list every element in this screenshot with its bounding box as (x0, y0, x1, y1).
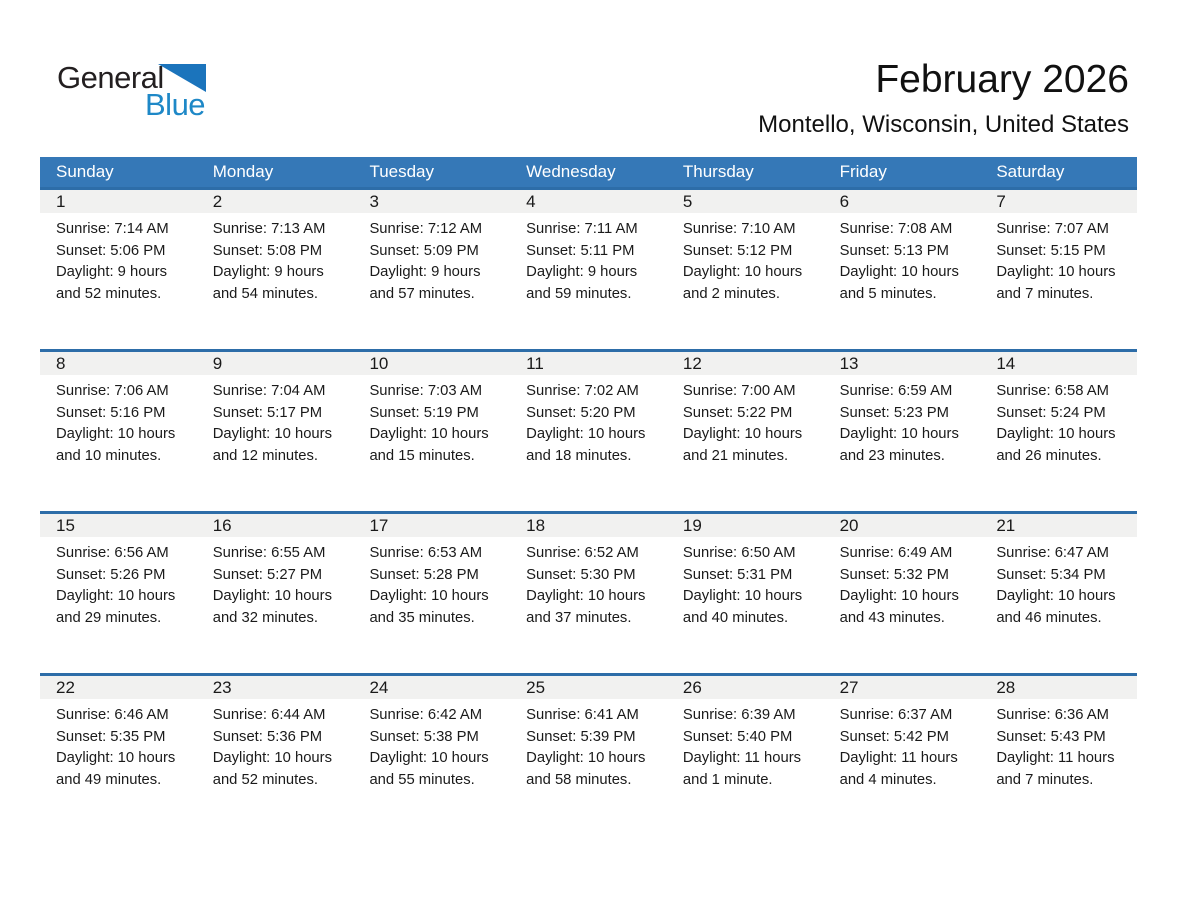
calendar-day-cell (980, 543, 1137, 629)
daylight-hours-text: Daylight: 10 hours (212, 588, 332, 605)
sunset-text: Sunset: 5:13 PM (839, 242, 949, 259)
day-number: 26 (682, 678, 702, 697)
day-number: 21 (996, 516, 1016, 535)
sunrise-text: Sunrise: 6:44 AM (212, 707, 326, 723)
sunrise-text: Sunrise: 6:49 AM (839, 545, 953, 561)
day-number: 28 (996, 678, 1016, 697)
day-number: 2 (212, 192, 223, 211)
sunset-text: Sunset: 5:11 PM (526, 242, 635, 259)
daylight-minutes-text: and 52 minutes. (56, 285, 162, 302)
day-number: 8 (56, 354, 66, 373)
sunrise-text: Sunrise: 6:37 AM (839, 707, 953, 723)
calendar-day-cell (980, 705, 1137, 791)
sunset-text: Sunset: 5:30 PM (526, 566, 636, 583)
sunset-text: Sunset: 5:26 PM (56, 566, 166, 583)
month-title: February 2026 (875, 58, 1129, 101)
day-number: 23 (212, 678, 232, 697)
sunset-text: Sunset: 5:19 PM (369, 404, 479, 421)
sunrise-text: Sunrise: 6:56 AM (56, 545, 169, 561)
daylight-hours-text: Daylight: 10 hours (56, 426, 176, 443)
calendar-day-cell (824, 219, 981, 305)
weekday-label: Wednesday (526, 162, 616, 181)
day-number: 18 (526, 516, 546, 535)
daylight-minutes-text: and 59 minutes. (526, 285, 632, 302)
sunrise-text: Sunrise: 7:02 AM (526, 383, 639, 399)
calendar-day-cell (667, 705, 824, 791)
sunrise-text: Sunrise: 6:53 AM (369, 545, 483, 561)
daylight-hours-text: Daylight: 10 hours (526, 426, 646, 443)
day-number: 19 (682, 516, 702, 535)
sunrise-text: Sunrise: 6:52 AM (526, 545, 639, 561)
daylight-hours-text: Daylight: 10 hours (56, 750, 176, 767)
calendar-day-cell (824, 705, 981, 791)
day-number: 15 (56, 516, 75, 535)
daylight-minutes-text: and 37 minutes. (526, 609, 632, 626)
calendar-day-cell (40, 543, 197, 629)
day-number: 17 (369, 516, 389, 535)
daylight-hours-text: Daylight: 10 hours (682, 588, 803, 605)
day-details-row (40, 213, 1137, 305)
daylight-minutes-text: and 2 minutes. (682, 285, 780, 302)
day-details-row (40, 375, 1137, 467)
daylight-minutes-text: and 10 minutes. (56, 447, 162, 464)
calendar-week-row (40, 673, 1137, 835)
location-subtitle: Montello, Wisconsin, United States (758, 111, 1129, 138)
sunset-text: Sunset: 5:32 PM (839, 566, 949, 583)
sunrise-text: Sunrise: 6:50 AM (682, 545, 796, 561)
calendar-day-cell (667, 381, 824, 467)
daylight-hours-text: Daylight: 11 hours (682, 750, 802, 767)
sunrise-text: Sunrise: 6:42 AM (369, 707, 483, 723)
sunset-text: Sunset: 5:35 PM (56, 728, 166, 745)
weekday-label: Thursday (682, 162, 754, 181)
calendar-week-row (40, 511, 1137, 673)
calendar-day-cell (197, 381, 354, 467)
daylight-hours-text: Daylight: 9 hours (56, 264, 168, 281)
daylight-hours-text: Daylight: 10 hours (526, 750, 646, 767)
daylight-hours-text: Daylight: 10 hours (996, 264, 1116, 281)
daylight-minutes-text: and 58 minutes. (526, 771, 632, 788)
day-number: 22 (56, 678, 75, 697)
daylight-minutes-text: and 5 minutes. (839, 285, 937, 302)
daylight-hours-text: Daylight: 9 hours (526, 264, 638, 281)
calendar-day-cell (980, 381, 1137, 467)
general-blue-logo (57, 62, 277, 132)
sunrise-text: Sunrise: 6:36 AM (996, 707, 1109, 723)
calendar-day-cell (667, 543, 824, 629)
day-details-row (40, 537, 1137, 629)
weekday-label: Tuesday (369, 162, 435, 181)
sunset-text: Sunset: 5:20 PM (526, 404, 636, 421)
sunrise-text: Sunrise: 7:04 AM (212, 383, 326, 399)
day-number: 20 (839, 516, 859, 535)
sunset-text: Sunset: 5:15 PM (996, 242, 1106, 259)
sunrise-text: Sunrise: 6:55 AM (212, 545, 326, 561)
calendar-day-cell (40, 219, 197, 305)
sunrise-text: Sunrise: 6:47 AM (996, 545, 1109, 561)
sunrise-text: Sunrise: 7:08 AM (839, 221, 953, 237)
calendar-day-cell (40, 381, 197, 467)
daylight-minutes-text: and 52 minutes. (212, 771, 319, 788)
calendar-day-cell (353, 381, 510, 467)
daylight-minutes-text: and 23 minutes. (839, 447, 945, 464)
day-number-band (40, 190, 1137, 213)
calendar-day-cell (510, 705, 667, 791)
daylight-hours-text: Daylight: 9 hours (369, 264, 481, 281)
day-number: 9 (212, 354, 223, 373)
day-number: 14 (996, 354, 1016, 373)
daylight-hours-text: Daylight: 10 hours (682, 264, 803, 281)
daylight-hours-text: Daylight: 10 hours (996, 588, 1116, 605)
calendar-day-cell (510, 543, 667, 629)
calendar-day-cell (824, 381, 981, 467)
day-number: 25 (526, 678, 546, 697)
calendar-day-cell (510, 381, 667, 467)
calendar-day-cell (353, 219, 510, 305)
calendar-day-cell (197, 543, 354, 629)
calendar-day-cell (197, 705, 354, 791)
sunset-text: Sunset: 5:38 PM (369, 728, 479, 745)
daylight-hours-text: Daylight: 10 hours (839, 264, 959, 281)
calendar-week-row (40, 187, 1137, 349)
day-number: 3 (369, 192, 379, 211)
sunrise-text: Sunrise: 6:41 AM (526, 707, 639, 723)
sunset-text: Sunset: 5:43 PM (996, 728, 1106, 745)
daylight-hours-text: Daylight: 10 hours (839, 426, 959, 443)
sunrise-text: Sunrise: 7:10 AM (682, 221, 796, 237)
daylight-hours-text: Daylight: 10 hours (369, 750, 489, 767)
sunrise-text: Sunrise: 7:03 AM (369, 383, 483, 399)
calendar-weeks (40, 187, 1137, 835)
daylight-minutes-text: and 46 minutes. (996, 609, 1102, 626)
sunrise-text: Sunrise: 7:13 AM (212, 221, 326, 237)
day-number: 7 (996, 192, 1006, 211)
daylight-minutes-text: and 21 minutes. (682, 447, 789, 464)
daylight-minutes-text: and 7 minutes. (996, 771, 1094, 788)
sunset-text: Sunset: 5:08 PM (212, 242, 323, 259)
calendar-day-cell (353, 543, 510, 629)
day-number-band (40, 676, 1137, 699)
logo-text-blue: Blue (145, 87, 206, 122)
sunset-text: Sunset: 5:12 PM (682, 242, 793, 259)
day-number: 27 (839, 678, 859, 697)
daylight-minutes-text: and 49 minutes. (56, 771, 162, 788)
title-block (758, 57, 1129, 139)
weekday-header-row (40, 157, 1137, 187)
sunrise-text: Sunrise: 7:12 AM (369, 221, 483, 237)
logo-text-general: General (57, 60, 164, 95)
weekday-label: Monday (212, 162, 274, 181)
daylight-minutes-text: and 18 minutes. (526, 447, 632, 464)
calendar-day-cell (353, 705, 510, 791)
sunset-text: Sunset: 5:40 PM (682, 728, 793, 745)
sunrise-text: Sunrise: 7:14 AM (56, 221, 169, 237)
weekday-label: Friday (839, 162, 887, 181)
day-number: 16 (212, 516, 232, 535)
daylight-minutes-text: and 7 minutes. (996, 285, 1094, 302)
sunrise-text: Sunrise: 6:59 AM (839, 383, 953, 399)
daylight-hours-text: Daylight: 9 hours (212, 264, 324, 281)
day-number-band (40, 352, 1137, 375)
calendar-day-cell (980, 219, 1137, 305)
calendar-day-cell (667, 219, 824, 305)
sunset-text: Sunset: 5:24 PM (996, 404, 1106, 421)
daylight-hours-text: Daylight: 10 hours (369, 426, 489, 443)
daylight-minutes-text: and 54 minutes. (212, 285, 319, 302)
weekday-label: Saturday (996, 162, 1065, 181)
sunrise-text: Sunrise: 6:39 AM (682, 707, 796, 723)
sunset-text: Sunset: 5:36 PM (212, 728, 323, 745)
weekday-label: Sunday (56, 162, 114, 181)
daylight-minutes-text: and 1 minute. (682, 771, 773, 788)
day-number: 6 (839, 192, 850, 211)
sunset-text: Sunset: 5:06 PM (56, 242, 166, 259)
calendar-week-row (40, 349, 1137, 511)
daylight-hours-text: Daylight: 11 hours (839, 750, 958, 767)
daylight-minutes-text: and 4 minutes. (839, 771, 937, 788)
daylight-hours-text: Daylight: 10 hours (212, 750, 332, 767)
calendar-table (40, 157, 1137, 835)
sunset-text: Sunset: 5:23 PM (839, 404, 949, 421)
sunset-text: Sunset: 5:42 PM (839, 728, 949, 745)
daylight-minutes-text: and 12 minutes. (212, 447, 319, 464)
daylight-minutes-text: and 26 minutes. (996, 447, 1102, 464)
daylight-hours-text: Daylight: 10 hours (56, 588, 176, 605)
daylight-hours-text: Daylight: 11 hours (996, 750, 1115, 767)
daylight-minutes-text: and 29 minutes. (56, 609, 162, 626)
day-number: 4 (526, 192, 536, 211)
day-number: 12 (682, 354, 702, 373)
daylight-minutes-text: and 35 minutes. (369, 609, 475, 626)
calendar-day-cell (197, 219, 354, 305)
daylight-minutes-text: and 55 minutes. (369, 771, 475, 788)
calendar-day-cell (40, 705, 197, 791)
daylight-minutes-text: and 43 minutes. (839, 609, 945, 626)
sunset-text: Sunset: 5:27 PM (212, 566, 323, 583)
daylight-minutes-text: and 57 minutes. (369, 285, 475, 302)
daylight-hours-text: Daylight: 10 hours (682, 426, 803, 443)
sunset-text: Sunset: 5:31 PM (682, 566, 793, 583)
sunset-text: Sunset: 5:09 PM (369, 242, 479, 259)
daylight-hours-text: Daylight: 10 hours (996, 426, 1116, 443)
calendar-day-cell (824, 543, 981, 629)
calendar-day-cell (510, 219, 667, 305)
day-number: 13 (839, 354, 859, 373)
daylight-minutes-text: and 15 minutes. (369, 447, 475, 464)
sunset-text: Sunset: 5:39 PM (526, 728, 636, 745)
daylight-minutes-text: and 32 minutes. (212, 609, 319, 626)
day-number-band (40, 514, 1137, 537)
day-number: 5 (682, 192, 693, 211)
day-details-row (40, 699, 1137, 791)
day-number: 11 (526, 354, 544, 373)
sunset-text: Sunset: 5:17 PM (212, 404, 323, 421)
day-number: 1 (56, 192, 66, 211)
sunrise-text: Sunrise: 7:00 AM (682, 383, 796, 399)
sunset-text: Sunset: 5:16 PM (56, 404, 166, 421)
sunset-text: Sunset: 5:22 PM (682, 404, 793, 421)
daylight-hours-text: Daylight: 10 hours (212, 426, 332, 443)
daylight-hours-text: Daylight: 10 hours (369, 588, 489, 605)
day-number: 24 (369, 678, 389, 697)
daylight-hours-text: Daylight: 10 hours (526, 588, 646, 605)
sunrise-text: Sunrise: 6:58 AM (996, 383, 1109, 399)
daylight-hours-text: Daylight: 10 hours (839, 588, 959, 605)
sunrise-text: Sunrise: 7:06 AM (56, 383, 169, 399)
sunrise-text: Sunrise: 7:07 AM (996, 221, 1109, 237)
sunrise-text: Sunrise: 6:46 AM (56, 707, 169, 723)
day-number: 10 (369, 354, 389, 373)
sunrise-text: Sunrise: 7:11 AM (526, 221, 638, 237)
sunset-text: Sunset: 5:28 PM (369, 566, 479, 583)
daylight-minutes-text: and 40 minutes. (682, 609, 789, 626)
sunset-text: Sunset: 5:34 PM (996, 566, 1106, 583)
